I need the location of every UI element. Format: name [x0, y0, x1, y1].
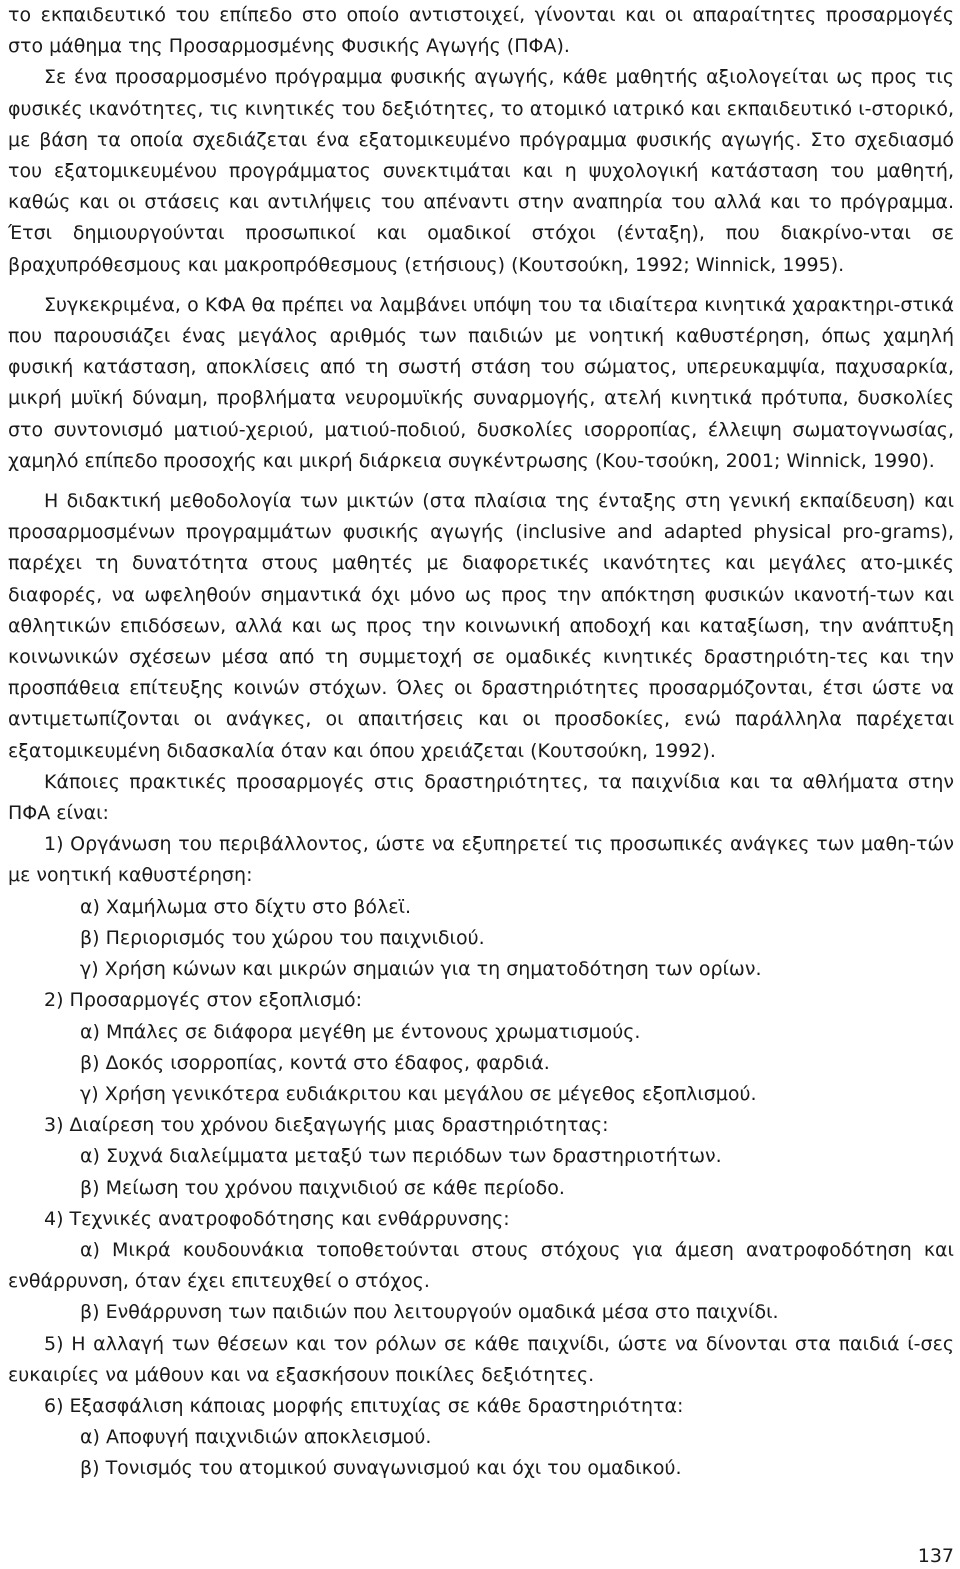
list-subitem: α) Χαμήλωμα στο δίχτυ στο βόλεϊ.	[80, 895, 411, 918]
paragraph-methodology: Η διδακτική μεθοδολογία των μικτών (στα πλαίσια της ένταξης στη γενική εκπαίδευση) και προσαρμοσμένων προγραμμάτων φυσικής αγωγής (inclusive and adapted physical pro-grams), παρέχει τη δυνατότητα στους μαθητές με διαφορετικές ικανότητες και μεγάλες ατο-μικές διαφορές, να ωφεληθούν σημαντικά όχι μόνο ως προς την απόκτηση φυσικών ικανοτή-των και αθλητικών επιδόσεων, αλλά και ως προς την κοινωνική αποδοχή και καταξίωση, την ανάπτυξη κοινωνικών σχέσεων μέσα από τη συμμετοχή σε ομαδικές κινητικές δραστηριότη-τες και την προσπάθεια επίτευξης κοινών στόχων. Όλες οι δραστηριότητες προσαρμόζονται, έτσι ώστε να αντιμετωπίζονται οι ανάγκες, οι απαιτήσεις και οι προσδοκίες, ενώ παράλληλα παρέχεται εξατομικευμένη διδασκαλία όταν και όπου χρειάζεται (Κουτσούκη, 1992).	[8, 490, 954, 762]
list-subitem: β) Δοκός ισορροπίας, κοντά στο έδαφος, φαρδιά.	[80, 1051, 550, 1074]
paragraph-adaptations-intro: Κάποιες πρακτικές προσαρμογές στις δραστηριότητες, τα παιχνίδια και τα αθλήματα στην ΠΦΑ είναι:	[8, 770, 954, 825]
list-item: 6) Εξασφάλιση κάποιας μορφής επιτυχίας σε κάθε δραστηριότητα:	[44, 1394, 684, 1417]
list-item: 5) Η αλλαγή των θέσεων και τον ρόλων σε κάθε παιχνίδι, ώστε να δίνονται στα παιδιά ί-σες ευκαιρίες να μάθουν και να εξασκήσουν ποικίλες δεξιότητες.	[8, 1332, 954, 1386]
list-item: 3) Διαίρεση του χρόνου διεξαγωγής μιας δραστηριότητας:	[44, 1114, 609, 1137]
list-subitem: γ) Χρήση γενικότερα ευδιάκριτου και μεγάλου σε μέγεθος εξοπλισμού.	[80, 1082, 757, 1105]
list-item: 4) Τεχνικές ανατροφοδότησης και ενθάρρυνσης:	[44, 1207, 510, 1230]
list-item: 1) Οργάνωση του περιβάλλοντος, ώστε να εξυπηρετεί τις προσωπικές ανάγκες των μαθη-τών με νοητική καθυστέρηση:	[8, 833, 954, 887]
paragraph-assessment: Σε ένα προσαρμοσμένο πρόγραμμα φυσικής αγωγής, κάθε μαθητής αξιολογείται ως προς τις φυσικές ικανότητες, τις κινητικές του δεξιότητες, το ατομικό ιατρικό και εκπαιδευτικό ι-στορικό, με βάση τα οποία σχεδιάζεται ένα εξατομικευμένο πρόγραμμα φυσικής αγωγής. Στο σχεδιασμό του εξατομικευμένου προγράμματος συνεκτιμάται και η ψυχολογική κατάσταση του μαθητή, καθώς και οι στάσεις και αντιλήψεις του απέναντι στην αναπηρία του αλλά και το πρόγραμμα. Έτσι δημιουργούνται προσωπικοί και ομαδικοί στόχοι (ένταξη), που διακρίνο-νται σε βραχυπρόθεσμους και μακροπρόθεσμους (ετήσιους) (Κουτσούκη, 1992; Winnick, 1995).	[8, 66, 954, 276]
list-subitem: β) Μείωση του χρόνου παιχνιδιού σε κάθε περίοδο.	[80, 1176, 565, 1199]
paragraph-motor-characteristics: Συγκεκριμένα, ο ΚΦΑ θα πρέπει να λαμβάνει υπόψη του τα ιδιαίτερα κινητικά χαρακτηρι-στικά που παρουσιάζει ένας μεγάλος αριθμός των παιδιών με νοητική καθυστέρηση, όπως χαμηλή φυσική κατάσταση, αποκλίσεις από τη σωστή στάση του σώματος, υπερευκαμψία, παχυσαρκία, μικρή μυϊκή δύναμη, προβλήματα νευρομυϊκής συναρμογής, ατελή κινητικά πρότυπα, δυσκολίες στο συντονισμό ματιού-χεριού, ματιού-ποδιού, δυσκολίες ισορροπίας, έλλειψη σωματογνωσίας, χαμηλό επίπεδο προσοχής και μικρή διάρκεια συγκέντρωσης (Κου-τσούκη, 2001; Winnick, 1990).	[8, 293, 954, 472]
list-subitem: α) Αποφυγή παιχνιδιών αποκλεισμού.	[80, 1426, 432, 1449]
list-subitem: β) Ενθάρρυνση των παιδιών που λειτουργούν ομαδικά μέσα στο παιχνίδι.	[80, 1301, 779, 1324]
list-subitem: α) Μικρά κουδουνάκια τοποθετούνται στους στόχους για άμεση ανατροφοδότηση και ενθάρρυνση, όταν έχει επιτευχθεί ο στόχος.	[8, 1238, 954, 1293]
paragraph-continuation: το εκπαιδευτικό του επίπεδο στο οποίο αντιστοιχεί, γίνονται και οι απαραίτητες προσαρμογές στο μάθημα της Προσαρμοσμένης Φυσικής Αγωγής (ΠΦΑ).	[8, 4, 954, 58]
list-subitem: γ) Χρήση κώνων και μικρών σημαιών για τη σηματοδότηση των ορίων.	[80, 958, 762, 981]
list-subitem: β) Περιορισμός του χώρου του παιχνιδιού.	[80, 926, 485, 949]
list-subitem: α) Μπάλες σε διάφορα μεγέθη με έντονους χρωματισμούς.	[80, 1020, 641, 1043]
document-page	[8, 0, 954, 1485]
page-number: 137	[917, 1545, 954, 1567]
list-subitem: β) Τονισμός του ατομικού συναγωνισμού και όχι του ομαδικού.	[80, 1457, 682, 1480]
list-item: 2) Προσαρμογές στον εξοπλισμό:	[44, 989, 363, 1012]
list-subitem: α) Συχνά διαλείμματα μεταξύ των περιόδων των δραστηριοτήτων.	[80, 1145, 722, 1168]
